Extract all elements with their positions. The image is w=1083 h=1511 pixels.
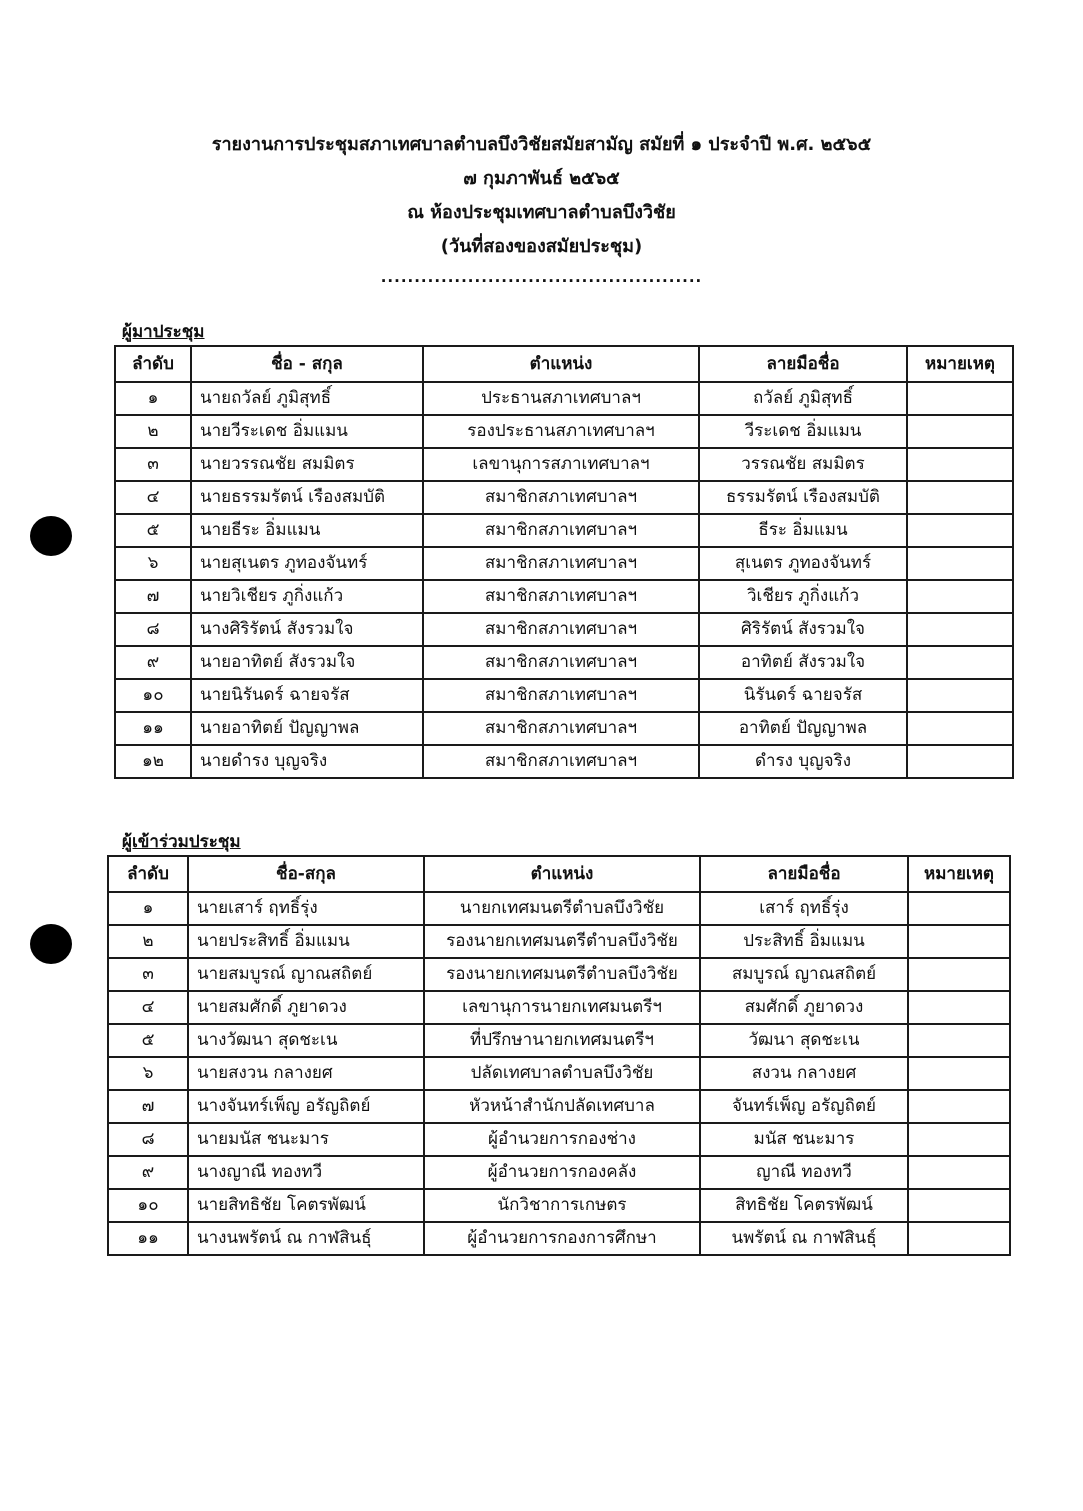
note-cell [907,448,1013,481]
table-row [115,382,1013,415]
signature-cell: ธรรมรัตน์ เรืองสมบัติ [699,481,907,514]
table-row [115,646,1013,679]
row-number-cell: ๑ [108,892,188,925]
table-row [108,892,1010,925]
row-number-cell: ๓ [115,448,191,481]
note-cell [907,514,1013,547]
row-number-cell: ๑๑ [108,1222,188,1255]
row-number-cell: ๕ [115,514,191,547]
column-header-name: ชื่อ - สกุล [191,346,423,382]
row-number-cell: ๓ [108,958,188,991]
table-row [115,613,1013,646]
column-header-signature: ลายมือชื่อ [699,346,907,382]
note-cell [907,415,1013,448]
row-number-cell: ๒ [108,925,188,958]
table-row [108,1123,1010,1156]
person-name-cell: นายธีระ อิ่มแมน [191,514,423,547]
meeting-venue: ณ ห้องประชุมเทศบาลตำบลบึงวิชัย [407,202,676,223]
position-title-cell: รองนายกเทศมนตรีตำบลบึงวิชัย [424,925,700,958]
person-name-cell: นายสุเนตร ภูทองจันทร์ [191,547,423,580]
participants-section-title: ผู้เข้าร่วมประชุม [122,832,241,852]
row-number-cell: ๔ [115,481,191,514]
row-number-cell: ๕ [108,1024,188,1057]
person-name-cell: นายวรรณชัย สมมิตร [191,448,423,481]
person-name-cell: นายประสิทธิ์ อิ่มแมน [188,925,424,958]
signature-cell: ศิริรัตน์ สังรวมใจ [699,613,907,646]
row-number-cell: ๖ [115,547,191,580]
person-name-cell: นายอาทิตย์ สังรวมใจ [191,646,423,679]
person-name-cell: นางจันทร์เพ็ญ อรัญถิตย์ [188,1090,424,1123]
column-header-position: ตำแหน่ง [424,856,700,892]
table-row [108,1222,1010,1255]
person-name-cell: นางวัฒนา สุดชะเน [188,1024,424,1057]
note-cell [907,613,1013,646]
position-title-cell: หัวหน้าสำนักปลัดเทศบาล [424,1090,700,1123]
signature-cell: วัฒนา สุดชะเน [700,1024,908,1057]
note-cell [907,712,1013,745]
row-number-cell: ๑๐ [108,1189,188,1222]
signature-cell: นิรันดร์ ฉายจรัส [699,679,907,712]
position-title-cell: ประธานสภาเทศบาลฯ [423,382,699,415]
signature-cell: ธีระ อิ่มแมน [699,514,907,547]
hole-punch-mark [30,924,72,964]
table-header-row [115,346,1013,382]
table-row [115,514,1013,547]
position-title-cell: สมาชิกสภาเทศบาลฯ [423,481,699,514]
position-title-cell: ที่ปรึกษานายกเทศมนตรีฯ [424,1024,700,1057]
table-row [115,712,1013,745]
person-name-cell: นายสงวน กลางยศ [188,1057,424,1090]
position-title-cell: สมาชิกสภาเทศบาลฯ [423,646,699,679]
note-cell [908,1189,1010,1222]
row-number-cell: ๑๐ [115,679,191,712]
row-number-cell: ๑๑ [115,712,191,745]
table-row [108,1024,1010,1057]
person-name-cell: นายสมศักดิ์ ภูยาดวง [188,991,424,1024]
person-name-cell: นายเสาร์ ฤทธิ์รุ่ง [188,892,424,925]
column-header-no: ลำดับ [115,346,191,382]
signature-cell: จันทร์เพ็ญ อรัญถิตย์ [700,1090,908,1123]
signature-cell: สุเนตร ภูทองจันทร์ [699,547,907,580]
signature-cell: สมบูรณ์ ญาณสถิตย์ [700,958,908,991]
signature-cell: ดำรง บุญจริง [699,745,907,778]
position-title-cell: ผู้อำนวยการกองการศึกษา [424,1222,700,1255]
signature-cell: วีระเดช อิ่มแมน [699,415,907,448]
person-name-cell: นายวิเชียร ภูกิ่งแก้ว [191,580,423,613]
person-name-cell: นายวีระเดช อิ่มแมน [191,415,423,448]
signature-cell: ญาณี ทองทวี [700,1156,908,1189]
position-title-cell: สมาชิกสภาเทศบาลฯ [423,679,699,712]
table-row [115,448,1013,481]
table-row [108,1156,1010,1189]
table-row [108,1057,1010,1090]
person-name-cell: นางศิริรัตน์ สังรวมใจ [191,613,423,646]
position-title-cell: เลขานุการนายกเทศมนตรีฯ [424,991,700,1024]
note-cell [908,991,1010,1024]
row-number-cell: ๑ [115,382,191,415]
row-number-cell: ๙ [108,1156,188,1189]
position-title-cell: ปลัดเทศบาลตำบลบึงวิชัย [424,1057,700,1090]
position-title-cell: ผู้อำนวยการกองคลัง [424,1156,700,1189]
note-cell [907,547,1013,580]
table-row [108,991,1010,1024]
row-number-cell: ๒ [115,415,191,448]
person-name-cell: นายดำรง บุญจริง [191,745,423,778]
person-name-cell: นายนิรันดร์ ฉายจรัส [191,679,423,712]
attendees-section-title: ผู้มาประชุม [122,322,205,342]
signature-cell: วิเชียร ภูกิ่งแก้ว [699,580,907,613]
signature-cell: อาทิตย์ สังรวมใจ [699,646,907,679]
table-row [108,1189,1010,1222]
signature-cell: อาทิตย์ ปัญญาพล [699,712,907,745]
column-header-position: ตำแหน่ง [423,346,699,382]
table-row [115,481,1013,514]
note-cell [908,1090,1010,1123]
position-title-cell: เลขานุการสภาเทศบาลฯ [423,448,699,481]
participants-table [107,855,1011,1256]
note-cell [908,958,1010,991]
note-cell [907,382,1013,415]
note-cell [908,1057,1010,1090]
row-number-cell: ๔ [108,991,188,1024]
position-title-cell: ผู้อำนวยการกองช่าง [424,1123,700,1156]
person-name-cell: นางญาณี ทองทวี [188,1156,424,1189]
position-title-cell: สมาชิกสภาเทศบาลฯ [423,580,699,613]
signature-cell: สิทธิชัย โคตรพัฒน์ [700,1189,908,1222]
row-number-cell: ๗ [108,1090,188,1123]
position-title-cell: รองนายกเทศมนตรีตำบลบึงวิชัย [424,958,700,991]
position-title-cell: สมาชิกสภาเทศบาลฯ [423,745,699,778]
note-cell [908,892,1010,925]
table-row [115,547,1013,580]
column-header-note: หมายเหตุ [908,856,1010,892]
person-name-cell: นายถวัลย์ ภูมิสุทธิ์ [191,382,423,415]
position-title-cell: นายกเทศมนตรีตำบลบึงวิชัย [424,892,700,925]
person-name-cell: นายธรรมรัตน์ เรืองสมบัติ [191,481,423,514]
note-cell [908,1222,1010,1255]
note-cell [907,745,1013,778]
position-title-cell: นักวิชาการเกษตร [424,1189,700,1222]
row-number-cell: ๑๒ [115,745,191,778]
note-cell [908,1156,1010,1189]
table-row [115,679,1013,712]
signature-cell: นพรัตน์ ณ กาฬสินธุ์ [700,1222,908,1255]
table-row [115,745,1013,778]
table-row [108,925,1010,958]
row-number-cell: ๗ [115,580,191,613]
meeting-date: ๗ กุมภาพันธ์ ๒๕๖๕ [463,168,620,189]
document-header [0,128,1083,290]
table-row [108,958,1010,991]
note-cell [908,1024,1010,1057]
row-number-cell: ๙ [115,646,191,679]
position-title-cell: สมาชิกสภาเทศบาลฯ [423,547,699,580]
note-cell [907,481,1013,514]
position-title-cell: สมาชิกสภาเทศบาลฯ [423,613,699,646]
table-row [115,580,1013,613]
attendees-table [114,345,1014,779]
signature-cell: วรรณชัย สมมิตร [699,448,907,481]
row-number-cell: ๘ [108,1123,188,1156]
signature-cell: ประสิทธิ์ อิ่มแมน [700,925,908,958]
person-name-cell: นายสิทธิชัย โคตรพัฒน์ [188,1189,424,1222]
row-number-cell: ๖ [108,1057,188,1090]
dotted-separator: ................................................ [380,268,703,286]
attendees-table-body [115,382,1013,778]
person-name-cell: นายอาทิตย์ ปัญญาพล [191,712,423,745]
note-cell [907,679,1013,712]
person-name-cell: นางนพรัตน์ ณ กาฬสินธุ์ [188,1222,424,1255]
note-cell [908,925,1010,958]
signature-cell: เสาร์ ฤทธิ์รุ่ง [700,892,908,925]
person-name-cell: นายสมบูรณ์ ญาณสถิตย์ [188,958,424,991]
column-header-signature: ลายมือชื่อ [700,856,908,892]
signature-cell: มนัส ชนะมาร [700,1123,908,1156]
document-title: รายงานการประชุมสภาเทศบาลตำบลบึงวิชัยสมัยสามัญ สมัยที่ ๑ ประจำปี พ.ศ. ๒๕๖๕ [211,134,872,155]
table-row [108,1090,1010,1123]
column-header-note: หมายเหตุ [907,346,1013,382]
note-cell [907,580,1013,613]
hole-punch-mark [30,516,72,556]
table-header-row [108,856,1010,892]
signature-cell: สมศักดิ์ ภูยาดวง [700,991,908,1024]
signature-cell: สงวน กลางยศ [700,1057,908,1090]
column-header-no: ลำดับ [108,856,188,892]
note-cell [908,1123,1010,1156]
position-title-cell: รองประธานสภาเทศบาลฯ [423,415,699,448]
table-row [115,415,1013,448]
person-name-cell: นายมนัส ชนะมาร [188,1123,424,1156]
position-title-cell: สมาชิกสภาเทศบาลฯ [423,514,699,547]
note-cell [907,646,1013,679]
meeting-session: (วันที่สองของสมัยประชุม) [440,236,643,257]
row-number-cell: ๘ [115,613,191,646]
position-title-cell: สมาชิกสภาเทศบาลฯ [423,712,699,745]
participants-table-body [108,892,1010,1255]
column-header-name: ชื่อ-สกุล [188,856,424,892]
signature-cell: ถวัลย์ ภูมิสุทธิ์ [699,382,907,415]
